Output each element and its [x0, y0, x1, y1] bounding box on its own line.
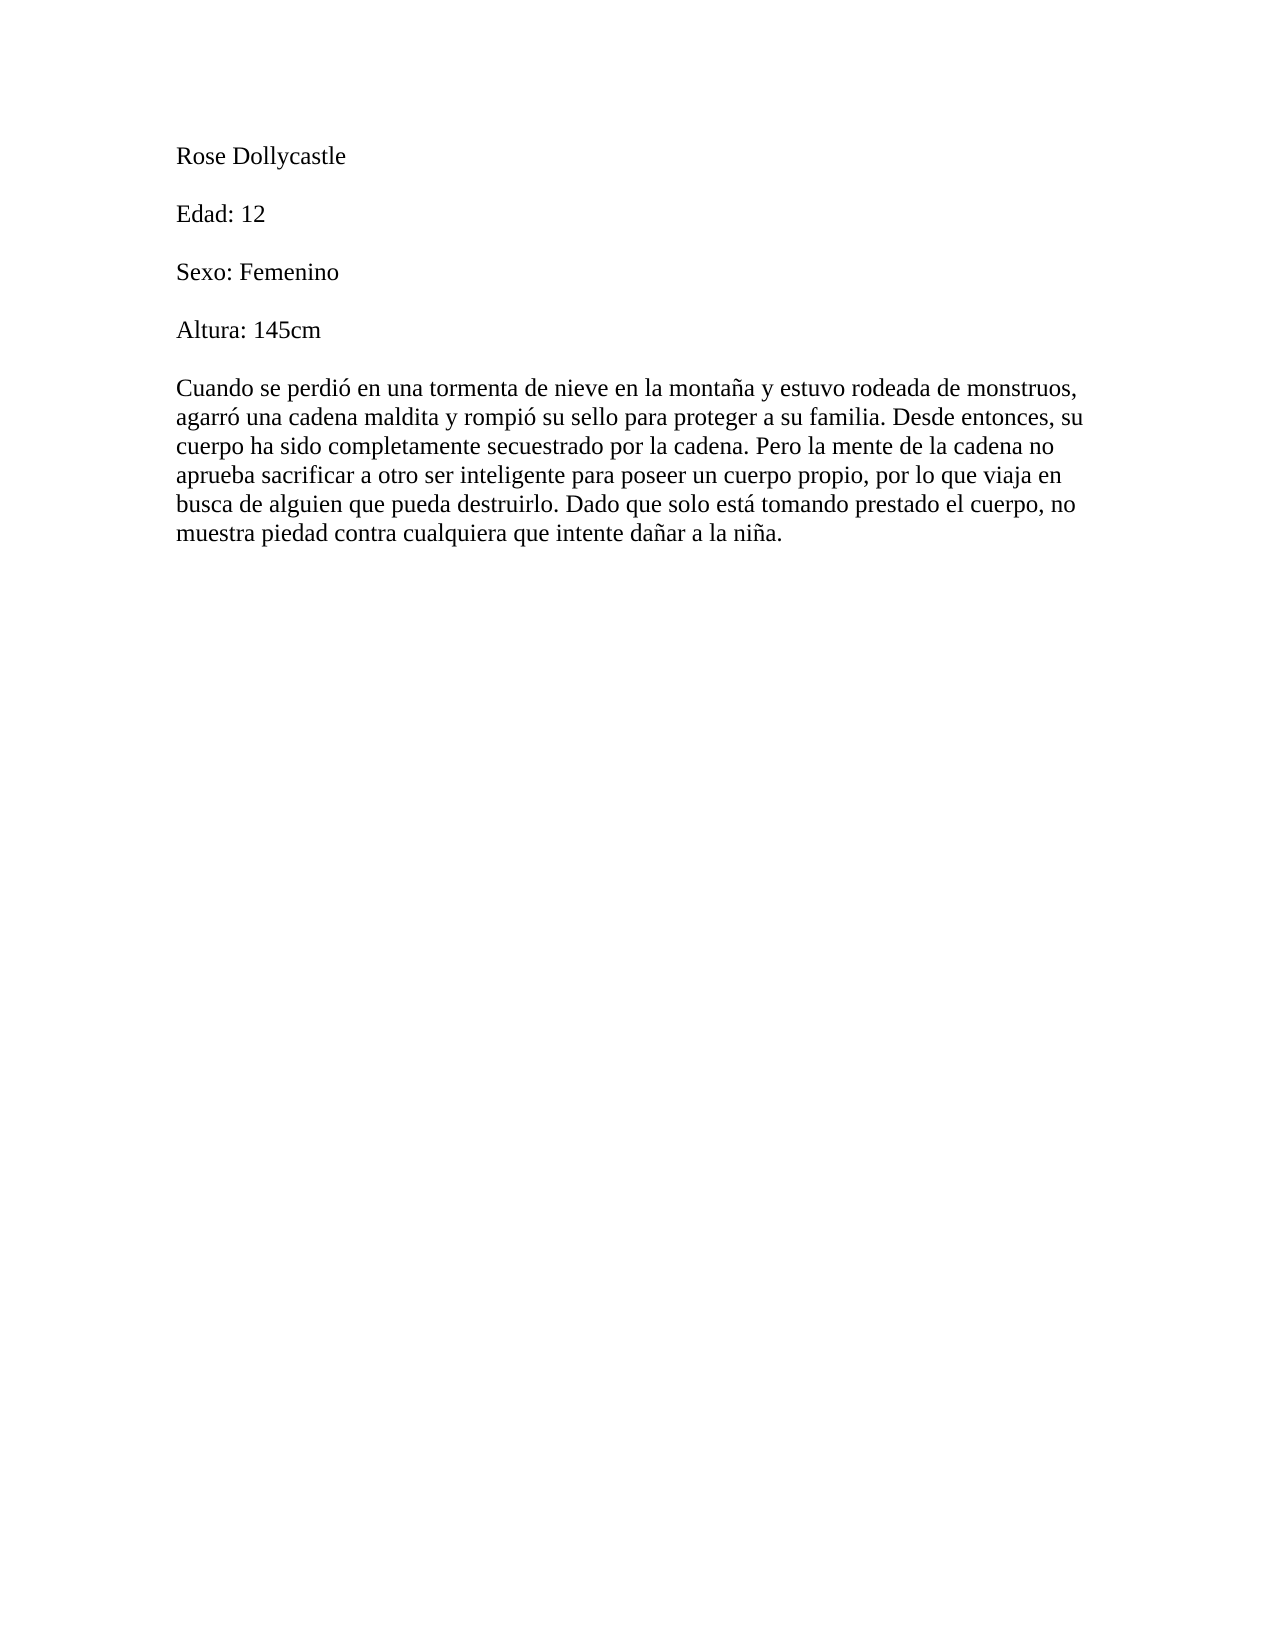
- character-name: Rose Dollycastle: [176, 143, 347, 170]
- document-content: [176, 142, 1096, 548]
- character-description: Cuando se perdió en una tormenta de nieve en la montaña y estuvo rodeada de monstruos, agarró una cadena maldita y rompió su sello para proteger a su familia. Desde entonces, su cuerpo ha sido completamente secuestrado por la cadena. Pero la mente de la cadena no aprueba sacrificar a otro ser inteligente para poseer un cuerpo propio, por lo que viaja en busca de alguien que pueda destruirlo. Dado que solo está tomando prestado el cuerpo, no muestra piedad contra cualquiera que intente dañar a la niña.: [176, 375, 1084, 547]
- character-age: Edad: 12: [176, 201, 266, 228]
- character-sex: Sexo: Femenino: [176, 259, 340, 286]
- character-height: Altura: 145cm: [176, 317, 322, 344]
